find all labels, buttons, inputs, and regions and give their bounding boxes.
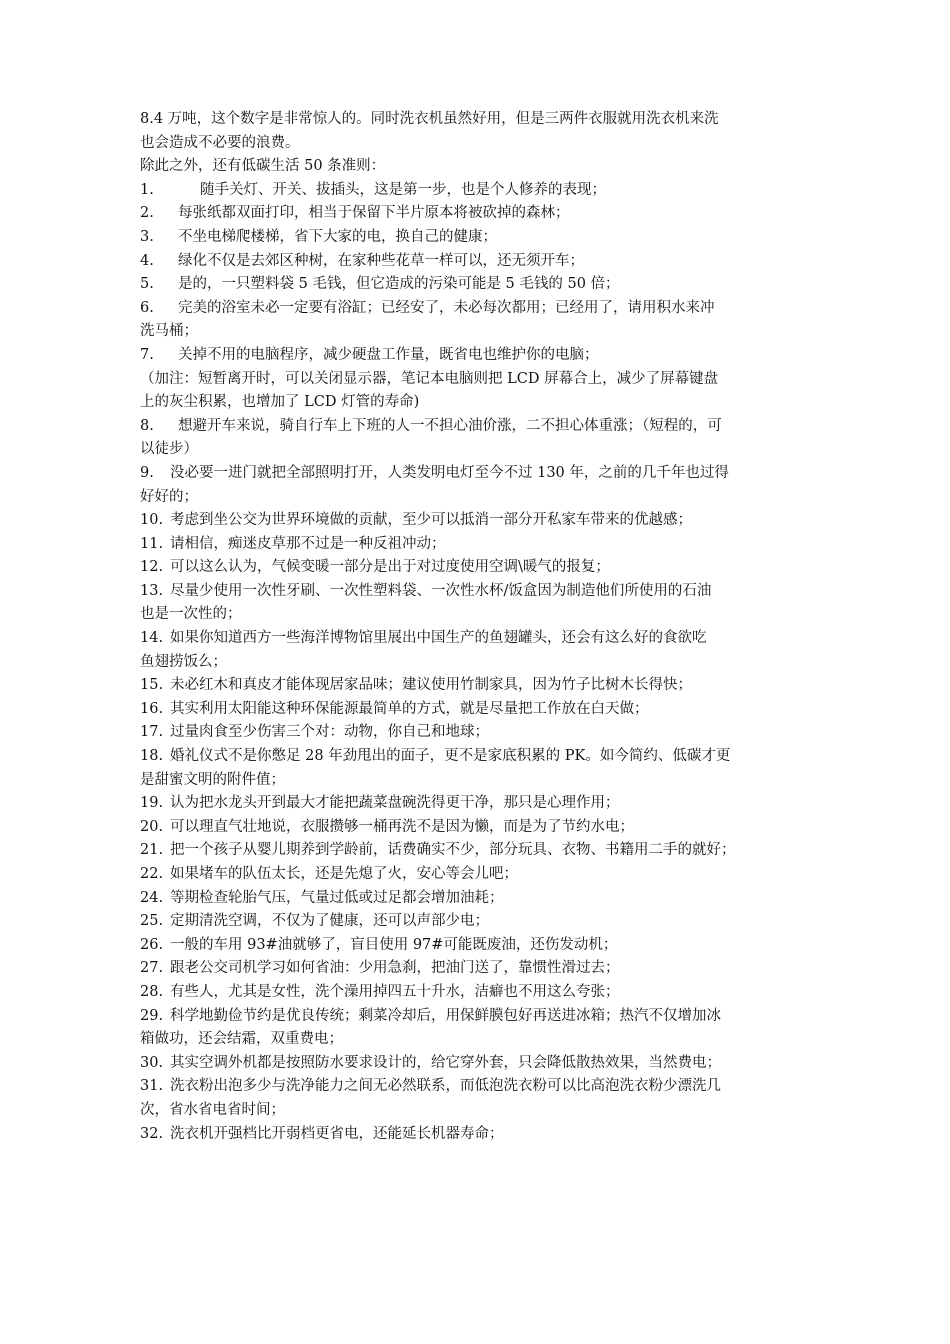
- list-item-number: 9.: [140, 464, 154, 481]
- list-item-text: 洗衣粉出泡多少与洗净能力之间无必然联系，而低泡洗衣粉可以比高泡洗衣粉少漂洗几: [170, 1078, 721, 1095]
- list-item: [140, 957, 830, 981]
- list-item: [140, 887, 830, 911]
- list-item-number: 2.: [140, 205, 154, 222]
- list-item-line: [140, 202, 830, 226]
- list-item-number: 26.: [140, 936, 164, 953]
- list-item-number: 19.: [140, 795, 164, 812]
- list-item: [140, 721, 830, 745]
- list-item-number: 20.: [140, 818, 164, 835]
- list-item-line: [140, 1075, 830, 1099]
- list-item: [140, 1123, 830, 1147]
- list-item-line: [140, 839, 830, 863]
- list-item: [140, 839, 830, 863]
- list-item-text: 洗衣机开强档比开弱档更省电，还能延长机器寿命；: [170, 1125, 504, 1142]
- list-item-line: [140, 1028, 830, 1052]
- list-item: [140, 297, 830, 344]
- list-item-text: 次，省水省电省时间；: [140, 1101, 285, 1118]
- list-item-line: [140, 698, 830, 722]
- list-item-text: 想避开车来说，骑自行车上下班的人一不担心油价涨，二不担心体重涨；（短程的，可: [178, 417, 722, 434]
- list-item-number: 21.: [140, 842, 164, 859]
- list-item-text: 等期检查轮胎气压，气量过低或过足都会增加油耗；: [170, 889, 504, 906]
- list-item-text: 定期清洗空调，不仅为了健康，还可以声部少电；: [170, 913, 489, 930]
- list-item: [140, 1005, 830, 1052]
- list-item-line: [140, 863, 830, 887]
- list-item-line: [140, 415, 830, 439]
- list-item-number: 6.: [140, 299, 154, 316]
- list-item-text: 没必要一进门就把全部照明打开，人类发明电灯至今不过 130 年，之前的几千年也过得: [170, 464, 729, 481]
- list-item-text: 一般的车用 93#油就够了，盲目使用 97#可能既废油，还伤发动机；: [170, 936, 618, 953]
- list-item: [140, 344, 830, 368]
- list-item: [140, 910, 830, 934]
- list-item-text: 认为把水龙头开到最大才能把蔬菜盘碗洗得更干净，那只是心理作用；: [170, 795, 620, 812]
- list-item: [140, 674, 830, 698]
- list-item-text: 考虑到坐公交为世界环境做的贡献，至少可以抵消一部分开私家车带来的优越感；: [170, 512, 692, 529]
- list-item: [140, 816, 830, 840]
- list-item-number: 14.: [140, 630, 164, 647]
- list-item-number: 18.: [140, 748, 164, 765]
- intro-line-1: 8.4 万吨，这个数字是非常惊人的。同时洗衣机虽然好用，但是三两件衣服就用洗衣机来洗: [140, 111, 719, 127]
- list-item: [140, 792, 830, 816]
- list-item-number: 22.: [140, 866, 164, 882]
- list-item-number: 24.: [140, 889, 164, 906]
- list-item-text: 是甜蜜文明的附件值；: [140, 771, 285, 788]
- list-item-line: [140, 1123, 830, 1147]
- list-item-text: 完美的浴室未必一定要有浴缸；已经安了，未必每次都用；已经用了，请用积水来冲: [178, 299, 715, 316]
- list-item-text: 有些人，尤其是女性，洗个澡用掉四五十升水，洁癖也不用这么夸张；: [170, 983, 620, 1000]
- list-item-line: [140, 533, 830, 557]
- list-item-line: [140, 627, 830, 651]
- list-item-text: 以徒步）: [140, 441, 198, 458]
- list-item-number: 10.: [140, 512, 164, 529]
- list-item: [140, 934, 830, 958]
- list-item: [140, 509, 830, 533]
- list-item-line: [140, 509, 830, 533]
- list-item: [140, 368, 830, 415]
- list-item: [140, 273, 830, 297]
- list-item: [140, 745, 830, 792]
- list-item-text: 把一个孩子从婴儿期养到学龄前，话费确实不少，部分玩具、衣物、书籍用二手的就好；: [170, 842, 736, 859]
- list-item-line: [140, 603, 830, 627]
- list-item-text: 箱做功，还会结霜，双重费电；: [140, 1031, 343, 1048]
- list-item-line: [140, 344, 830, 368]
- list-item-line: [140, 438, 830, 462]
- list-item-text: 也是一次性的；: [140, 606, 242, 623]
- list-item-number: 29.: [140, 1007, 164, 1024]
- list-item: [140, 580, 830, 627]
- list-item-line: [140, 226, 830, 250]
- list-item-text: 鱼翅捞饭么；: [140, 653, 227, 670]
- list-item-number: 17.: [140, 724, 164, 741]
- list-item: [140, 698, 830, 722]
- list-item-text: 请相信，痴迷皮草那不过是一种反祖冲动；: [170, 535, 446, 552]
- list-item-line: [140, 651, 830, 675]
- list-item: [140, 415, 830, 462]
- list-item-text: 可以这么认为，气候变暖一部分是出于对过度使用空调\暖气的报复；: [170, 559, 610, 576]
- list-item-text: 尽量少使用一次性牙刷、一次性塑料袋、一次性水杯/饭盒因为制造他们所使用的石油: [170, 582, 712, 599]
- list-item: [140, 250, 830, 274]
- list-item-line: [140, 462, 830, 486]
- list-item-text: 跟老公交司机学习如何省油：少用急刹，把油门送了，靠惯性滑过去；: [170, 960, 620, 977]
- list-item-text: 如果堵车的队伍太长，还是先熄了火，安心等会儿吧；: [170, 866, 518, 882]
- list-item-number: 16.: [140, 700, 164, 717]
- rules-list: [140, 179, 830, 1146]
- list-item-number: 1.: [140, 181, 154, 198]
- list-item: [140, 981, 830, 1005]
- list-item-line: [140, 674, 830, 698]
- list-item-line: [140, 816, 830, 840]
- list-item-line: [140, 273, 830, 297]
- list-item-text: 可以理直气壮地说，衣服攒够一桶再洗不是因为懒，而是为了节约水电；: [170, 818, 634, 835]
- list-item-text: 如果你知道西方一些海洋博物馆里展出中国生产的鱼翅罐头，还会有这么好的食欲吃: [170, 630, 707, 647]
- list-item-number: 27.: [140, 960, 164, 977]
- list-item-line: [140, 792, 830, 816]
- list-item: [140, 226, 830, 250]
- list-item: [140, 1075, 830, 1122]
- list-item-text: 关掉不用的电脑程序，减少硬盘工作量，既省电也维护你的电脑；: [178, 346, 599, 363]
- list-item-text: 随手关灯、开关、拔插头，这是第一步，也是个人修养的表现；: [200, 181, 606, 198]
- list-item-line: [140, 580, 830, 604]
- list-item-text: 是的，一只塑料袋 5 毛钱，但它造成的污染可能是 5 毛钱的 50 倍；: [178, 276, 620, 293]
- list-item-number: 32.: [140, 1125, 164, 1142]
- list-item: [140, 627, 830, 674]
- list-item-text: 上的灰尘积累，也增加了 LCD 灯管的寿命): [140, 394, 420, 411]
- intro-line-3: 除此之外，还有低碳生活 50 条准则：: [140, 158, 386, 175]
- list-item-number: 28.: [140, 983, 164, 1000]
- list-item-number: 31.: [140, 1078, 164, 1095]
- list-item-line: [140, 179, 830, 203]
- list-item-text: 不坐电梯爬楼梯，省下大家的电，换自己的健康；: [178, 228, 497, 245]
- list-item-text: 绿化不仅是去郊区种树，在家种些花草一样可以，还无须开车；: [178, 252, 584, 269]
- intro-line-2: 也会造成不必要的浪费。: [140, 134, 300, 151]
- list-item-number: 5.: [140, 276, 154, 293]
- list-item-text: 过量肉食至少伤害三个对：动物，你自己和地球；: [170, 724, 489, 741]
- list-item: [140, 462, 830, 509]
- list-item-number: 7.: [140, 346, 154, 363]
- list-item-text: （加注：短暂离开时，可以关闭显示器，笔记本电脑则把 LCD 屏幕合上，减少了屏幕键盘: [140, 370, 719, 387]
- list-item-number: 8.: [140, 417, 154, 434]
- list-item-number: 4.: [140, 252, 154, 269]
- document-body: [140, 108, 830, 1146]
- list-item-number: 25.: [140, 913, 164, 930]
- list-item-line: [140, 1052, 830, 1076]
- list-item-line: [140, 297, 830, 321]
- list-item-line: [140, 486, 830, 510]
- list-item: [140, 1052, 830, 1076]
- list-item-number: 12.: [140, 559, 164, 576]
- list-item-text: 洗马桶；: [140, 323, 198, 340]
- list-item-line: [140, 1005, 830, 1029]
- list-item-text: 其实空调外机都是按照防水要求设计的，给它穿外套，只会降低散热效果，当然费电；: [170, 1054, 721, 1071]
- list-item: [140, 202, 830, 226]
- list-item-line: [140, 981, 830, 1005]
- list-item: [140, 863, 830, 887]
- list-item-line: [140, 391, 830, 415]
- list-item: [140, 556, 830, 580]
- list-item-text: 每张纸都双面打印，相当于保留下半片原本将被砍掉的森林；: [178, 205, 570, 222]
- list-item-line: [140, 250, 830, 274]
- list-item-number: 15.: [140, 677, 164, 694]
- list-item-line: [140, 934, 830, 958]
- list-item-line: [140, 320, 830, 344]
- list-item-number: 30.: [140, 1054, 164, 1071]
- list-item: [140, 533, 830, 557]
- list-item-line: [140, 957, 830, 981]
- list-item-line: [140, 769, 830, 793]
- list-item-text: 未必红木和真皮才能体现居家品味；建议使用竹制家具，因为竹子比树木长得快；: [170, 677, 692, 694]
- list-item-line: [140, 1099, 830, 1123]
- list-item-text: 其实利用太阳能这种环保能源最简单的方式，就是尽量把工作放在白天做；: [170, 700, 649, 717]
- list-item-number: 13.: [140, 582, 164, 599]
- list-item-line: [140, 745, 830, 769]
- list-item-text: 婚礼仪式不是你憋足 28 年劲甩出的面子，更不是家底积累的 PK。如今简约、低碳才更: [170, 748, 731, 765]
- list-item-number: 3.: [140, 228, 154, 245]
- list-item-line: [140, 721, 830, 745]
- list-item-text: 科学地勤俭节约是优良传统；剩菜冷却后，用保鲜膜包好再送进冰箱；热汽不仅增加冰: [170, 1007, 721, 1024]
- list-item-line: [140, 368, 830, 392]
- list-item-line: [140, 556, 830, 580]
- list-item-text: 好好的；: [140, 488, 198, 505]
- list-item-line: [140, 910, 830, 934]
- list-item-number: 11.: [140, 535, 164, 552]
- list-item: [140, 179, 830, 203]
- list-item-line: [140, 887, 830, 911]
